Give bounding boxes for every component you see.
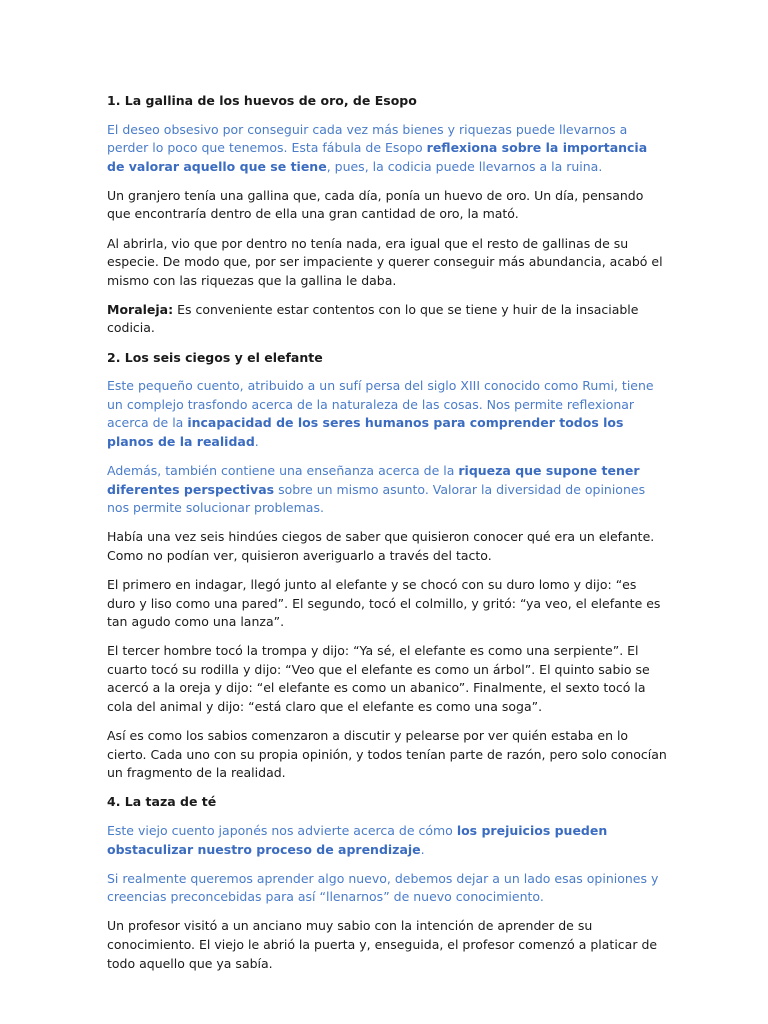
intro-text: , pues, la codicia puede llevarnos a la ruina. — [326, 158, 603, 174]
section-title: 1. La gallina de los huevos de oro, de Esopo — [107, 93, 417, 108]
intro-text: sobre un mismo asunto. Valorar la diversidad de opiniones nos permite solucionar problemas. — [107, 481, 646, 516]
intro-text: Este viejo cuento japonés nos advierte acerca de cómo — [107, 823, 457, 838]
intro-paragraph — [107, 870, 667, 907]
intro-text: Si realmente queremos aprender algo nuevo, debemos dejar a un lado esas opiniones y creencias preconcebidas para así “llenarnos” de nuevo conocimiento. — [107, 870, 659, 905]
moral-paragraph — [107, 301, 667, 338]
intro-emphasis: reflexiona sobre la importancia de valorar aquello que se tiene — [107, 140, 648, 174]
document-page — [107, 92, 667, 984]
intro-emphasis: los prejuicios pueden obstaculizar nuestro proceso de aprendizaje — [107, 823, 608, 857]
body-paragraph: Un granjero tenía una gallina que, cada día, ponía un huevo de oro. Un día, pensando que encontraría dentro de ella una gran cantidad de oro, la mató. — [107, 187, 644, 222]
section-title: 2. Los seis ciegos y el elefante — [107, 349, 323, 365]
body-paragraph: Así es como los sabios comenzaron a discutir y pelearse por ver quién estaba en lo cierto. Cada uno con su propia opinión, y todos tenían parte de razón, pero solo conocían un fragmento de la realidad. — [107, 728, 667, 781]
body-paragraph: El tercer hombre tocó la trompa y dijo: “Ya sé, el elefante es como una serpiente”. El cuarto tocó su rodilla y dijo: “Veo que el elefante es como un árbol”. El quinto sabio se acercó a la oreja y dijo: “el elefante es como un abanico”. Finalmente, el sexto tocó la cola del animal y dijo: “está claro que el elefante es como una soga”. — [107, 643, 650, 715]
intro-paragraph — [107, 822, 667, 859]
moral-text: Es conveniente estar contentos con lo que se tiene y huir de la insaciable codicia. — [107, 301, 639, 336]
intro-emphasis: riqueza que supone tener diferentes perspectivas — [107, 463, 640, 497]
intro-text: Además, también contiene una enseñanza acerca de la — [107, 463, 459, 478]
intro-text: El deseo obsesivo por conseguir cada vez más bienes y riquezas puede llevarnos a perder lo poco que tenemos. Esta fábula de Esopo — [107, 121, 628, 156]
section-title: 4. La taza de té — [107, 794, 217, 810]
intro-emphasis: incapacidad de los seres humanos para comprender todos los planos de la realidad — [107, 415, 624, 449]
body-paragraph: Había una vez seis hindúes ciegos de saber que quisieron conocer qué era un elefante. Como no podían ver, quisieron averiguarlo a través del tacto. — [107, 529, 655, 563]
intro-text: Este pequeño cuento, atribuido a un sufí persa del siglo XIII conocido como Rumi, tiene un complejo trasfondo acerca de la naturaleza de las cosas. Nos permite reflexionar acerca de la — [107, 378, 654, 431]
intro-paragraph — [107, 462, 667, 518]
intro-paragraph — [107, 121, 667, 177]
intro-text: . — [254, 433, 259, 449]
body-paragraph: Al abrirla, vio que por dentro no tenía nada, era igual que el resto de gallinas de su especie. De modo que, por ser impaciente y querer conseguir más abundancia, acabó el mismo con las riquezas que la gallina le daba. — [107, 235, 663, 288]
body-paragraph: Un profesor visitó a un anciano muy sabio con la intención de aprender de su conocimiento. El viejo le abrió la puerta y, enseguida, el profesor comenzó a platicar de todo aquello que ya sabía. — [107, 918, 658, 971]
intro-paragraph — [107, 377, 667, 451]
intro-text: . — [420, 841, 425, 857]
moral-label: Moraleja: — [107, 301, 174, 317]
body-paragraph: El primero en indagar, llegó junto al elefante y se chocó con su duro lomo y dijo: “es duro y liso como una pared”. El segundo, tocó el colmillo, y gritó: “ya veo, el elefante es tan agudo como una lanza”. — [107, 576, 661, 630]
